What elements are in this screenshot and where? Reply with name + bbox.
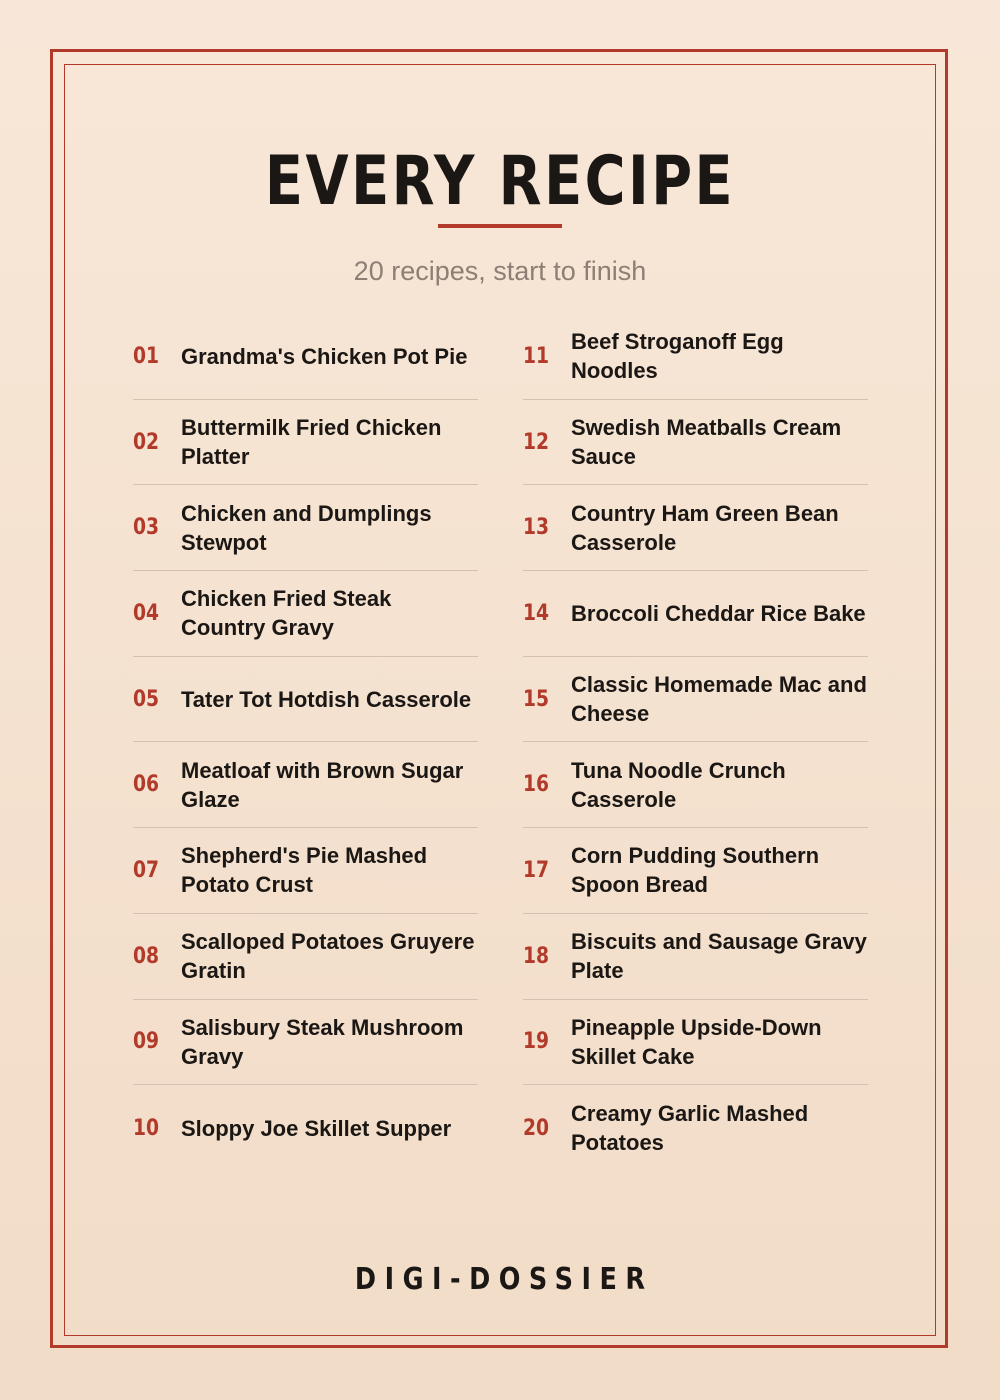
recipe-item [523, 485, 868, 571]
recipe-name: Buttermilk Fried Chicken Platter [181, 415, 442, 470]
recipe-name: Grandma's Chicken Pot Pie [181, 343, 468, 369]
recipe-name: Chicken Fried Steak Country Gravy [181, 586, 392, 641]
recipe-number: 07 [133, 857, 160, 883]
recipe-name: Broccoli Cheddar Rice Bake [571, 600, 866, 626]
recipe-number: 08 [133, 943, 160, 969]
recipe-name: Scalloped Potatoes Gruyere Gratin [181, 929, 475, 984]
recipe-name: Classic Homemade Mac and Cheese [571, 672, 867, 727]
recipe-number: 15 [523, 686, 550, 712]
brand-name: DIGI-DOSSIER [354, 1262, 654, 1297]
recipe-number: 20 [523, 1115, 550, 1141]
recipe-list-right [523, 314, 868, 1171]
recipe-item [523, 571, 868, 657]
recipe-list-left [133, 314, 478, 1171]
recipe-item [523, 400, 868, 486]
recipe-item [523, 1085, 868, 1171]
recipe-name: Beef Stroganoff Egg Noodles [571, 329, 784, 384]
recipe-name: Tater Tot Hotdish Casserole [181, 686, 472, 712]
recipe-item [133, 1000, 478, 1086]
recipe-item [133, 485, 478, 571]
recipe-name: Salisbury Steak Mushroom Gravy [181, 1014, 464, 1069]
recipe-item [133, 571, 478, 657]
recipe-item [523, 914, 868, 1000]
recipe-number: 16 [523, 772, 550, 798]
recipe-item [133, 400, 478, 486]
recipe-number: 01 [133, 343, 160, 369]
recipe-number: 17 [523, 857, 550, 883]
recipe-name: Meatloaf with Brown Sugar Glaze [181, 757, 464, 812]
recipe-item [523, 1000, 868, 1086]
recipe-number: 18 [523, 943, 550, 969]
page-subtitle: 20 recipes, start to finish [353, 256, 647, 286]
recipe-number: 12 [523, 429, 550, 455]
recipe-name: Pineapple Upside-Down Skillet Cake [571, 1014, 822, 1069]
recipe-number: 19 [523, 1029, 550, 1055]
recipe-name: Country Ham Green Bean Casserole [571, 500, 839, 555]
page-title: EVERY RECIPE [264, 142, 736, 221]
recipe-name: Corn Pudding Southern Spoon Bread [571, 843, 820, 898]
recipe-item [133, 657, 478, 743]
recipe-number: 13 [523, 515, 550, 541]
recipe-name: Swedish Meatballs Cream Sauce [571, 415, 842, 470]
recipe-item [133, 314, 478, 400]
recipe-number: 14 [523, 600, 550, 626]
recipe-item [523, 828, 868, 914]
title-underline [438, 224, 562, 228]
recipe-number: 02 [133, 429, 160, 455]
recipe-number: 06 [133, 772, 160, 798]
recipe-item [133, 914, 478, 1000]
recipe-name: Biscuits and Sausage Gravy Plate [571, 929, 867, 984]
recipe-name: Tuna Noodle Crunch Casserole [571, 757, 786, 812]
recipe-item [523, 657, 868, 743]
recipe-name: Creamy Garlic Mashed Potatoes [571, 1101, 809, 1156]
recipe-number: 11 [523, 343, 550, 369]
recipe-item [133, 742, 478, 828]
recipe-item [133, 828, 478, 914]
recipe-number: 05 [133, 686, 160, 712]
recipe-item [523, 742, 868, 828]
recipe-item [133, 1085, 478, 1171]
recipe-item [523, 314, 868, 400]
recipe-number: 04 [133, 600, 160, 626]
recipe-number: 03 [133, 515, 160, 541]
recipe-name: Chicken and Dumplings Stewpot [181, 500, 432, 555]
recipe-name: Sloppy Joe Skillet Supper [181, 1115, 452, 1141]
recipe-number: 09 [133, 1029, 160, 1055]
recipe-name: Shepherd's Pie Mashed Potato Crust [181, 843, 428, 898]
recipe-number: 10 [133, 1115, 160, 1141]
